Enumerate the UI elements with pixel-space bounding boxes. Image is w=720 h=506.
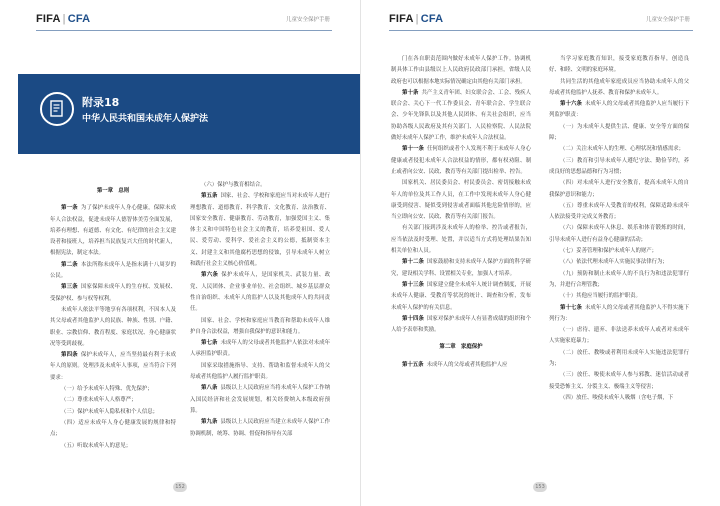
page-number-right: 153	[533, 482, 547, 492]
paragraph	[50, 418, 176, 441]
paragraph-text: 未成年人的父母或者其他监护人应	[426, 361, 508, 368]
right-column-2	[549, 54, 689, 404]
paragraph	[549, 257, 689, 268]
header-rule	[389, 30, 693, 31]
article-number: 第三条	[61, 284, 78, 291]
document-icon	[49, 100, 65, 118]
paragraph-text: （十）其他应当履行的监护职责。	[560, 293, 641, 300]
paragraph-text: （二）放任、教唆或者利用未成年人实施违法犯罪行为；	[549, 349, 689, 368]
paragraph	[190, 383, 330, 417]
left-column-2	[190, 180, 330, 440]
paragraph	[190, 316, 330, 339]
paragraph-text: 保护未成年人，应当坚持最有利于未成年人的原则。处理涉及未成年人事项，应当符合下列要求：	[50, 352, 176, 381]
paragraph	[549, 348, 689, 371]
paragraph-text: （六）保护与教育相结合。	[201, 182, 266, 188]
article-number: 第十七条	[560, 304, 582, 311]
article-number: 第五条	[201, 193, 218, 200]
running-header: 儿童安全保护手册	[286, 17, 331, 23]
paragraph-text: 共产主义青年团、妇女联合会、工会、残疾人联合会、关心下一代工作委员会、青年联合会、学生联合会、少年先锋队以及其他人民团体、有关社会组织，应当协助各级人民政府及其有关部门、人民检察院、人民法院做好未成年人保护工作，维护未成年人合法权益。	[391, 89, 531, 142]
paragraph	[50, 441, 176, 452]
paragraph	[549, 54, 689, 77]
paragraph-text: 国家保障未成年人的生存权、发展权、受保护权、参与权等权利。	[50, 284, 176, 302]
paragraph-text: （四）对未成年人进行安全教育，提高未成年人的自我保护意识和能力；	[549, 180, 689, 198]
article-number: 第十二条	[402, 259, 424, 266]
paragraph-text: 未成年人依法平等地享有各项权利，不因本人及其父母或者其他监护人的民族、种族、性别、户籍、职业、宗教信仰、教育程度、家庭状况、身心健康状况等受到歧视。	[50, 306, 176, 347]
paragraph	[50, 305, 176, 350]
paragraph	[391, 54, 531, 88]
paragraph	[549, 77, 689, 100]
header-rule	[36, 30, 332, 31]
paragraph	[391, 280, 531, 314]
article-number: 第十四条	[402, 315, 424, 322]
paragraph	[391, 88, 531, 144]
paragraph	[391, 178, 531, 223]
paragraph-text: （一）虐待、遗弃、非法送养未成年人或者对未成年人实施家庭暴力；	[549, 327, 689, 345]
paragraph-text: 共同生活的其他成年家庭成员应当协助未成年人的父母或者其他监护人抚养、教育和保护未成年人。	[549, 78, 689, 96]
article-number: 第四条	[61, 352, 78, 359]
paragraph-text: （九）预防和制止未成年人的不良行为和违法犯罪行为，并进行合理管教；	[549, 270, 689, 288]
paragraph-text: （三）教育和引导未成年人遵纪守法、勤俭节约，养成良好的思想品德和行为习惯；	[549, 157, 689, 175]
paragraph	[190, 270, 330, 315]
paragraph-text: 当学习家庭教育知识，接受家庭教育指导，创造良好、和睦、文明的家庭环境。	[549, 56, 689, 74]
paragraph-text: 未成年人的父母或者其他监护人应当履行下列监护职责：	[549, 101, 689, 119]
paragraph-text: 未成年人的父母或者其他监护人不得实施下列行为：	[549, 304, 689, 322]
paragraph-text: （三）放任、唆使未成年人参与邪教、迷信活动或者接受恐怖主义、分裂主义、极端主义等侵害；	[549, 372, 689, 390]
paragraph-text: （六）保障未成年人休息、娱乐和体育锻炼的时间，引导未成年人进行有益身心健康的活动；	[549, 225, 689, 243]
paragraph	[190, 361, 330, 384]
paragraph	[190, 191, 330, 270]
article-number: 第二条	[61, 261, 78, 268]
paragraph	[549, 201, 689, 224]
paragraph-text: 国家、社会、学校和家庭应当对未成年人进行理想教育、道德教育、科学教育、文化教育、法治教育、国家安全教育、健康教育、劳动教育，加强爱国主义、集体主义和中国特色社会主义的教育，培养爱祖国、爱人民、爱劳动、爱科学、爱社会主义的公德，抵制资本主义、封建主义和其他腐朽思想的侵蚀，引导未成年人树立和践行社会主义核心价值观。	[190, 193, 330, 268]
chapter-heading: 第二章 家庭保护	[439, 344, 483, 351]
paragraph	[549, 156, 689, 179]
paragraph-text: 国家建立健全未成年人统计调查制度，开展未成年人健康、受教育等状况的统计、调查和分析，发布未成年人保护的有关信息。	[391, 281, 531, 311]
paragraph	[391, 144, 531, 178]
paragraph	[190, 338, 330, 361]
paragraph-text: （二）尊重未成年人人格尊严；	[61, 397, 137, 404]
paragraph-text: （三）保护未成年人隐私权和个人信息；	[61, 408, 159, 415]
paragraph	[549, 144, 689, 155]
paragraph-text: 保护未成年人，是国家机关、武装力量、政党、人民团体、企业事业单位、社会组织、城乡基层群众性自治组织、未成年人的监护人以及其他成年人的共同责任。	[190, 272, 330, 313]
paragraph	[549, 393, 689, 404]
paragraph-text: 国家机关、居民委员会、村民委员会、密切接触未成年人的单位及其工作人员，在工作中发现未成年人身心健康受到侵害、疑似受到侵害或者面临其他危险情形的，应当立即向公安、民政、教育等有关部门报告。	[391, 180, 531, 221]
paragraph-text: 县级以上人民政府应当将未成年人保护工作纳入国民经济和社会发展规划，相关经费纳入本级政府预算。	[190, 385, 330, 414]
right-page	[360, 0, 720, 506]
article-number: 第十三条	[402, 281, 424, 288]
paragraph-text: （七）妥善管理和保护未成年人的财产；	[560, 248, 658, 255]
article-number: 第十五条	[402, 361, 424, 368]
paragraph-text: 有关部门接到涉及未成年人的检举、控告或者报告，应当依法及时受理、处置，并以适当方式将处理结果告知相关单位和人员。	[391, 225, 531, 255]
paragraph	[549, 246, 689, 257]
paragraph-text: （五）尊重未成年人受教育的权利，保障适龄未成年人依法接受并完成义务教育；	[549, 202, 689, 221]
appendix-number: 附录18	[82, 96, 120, 109]
paragraph	[391, 314, 531, 337]
paragraph-text: 国家鼓励和支持未成年人保护方面的科学研究，建设相关学科、设置相关专业，加强人才培养。	[391, 259, 531, 277]
paragraph-text: 任何组织或者个人发现不利于未成年人身心健康或者侵犯未成年人合法权益的情形，都有权劝阻、制止或者向公安、民政、教育等有关部门提出检举、控告。	[391, 146, 531, 175]
article-number: 第七条	[201, 340, 218, 347]
paragraph-text: （四）适应未成年人身心健康发展的规律和特点；	[50, 419, 176, 438]
paragraph	[50, 350, 176, 384]
paragraph	[391, 223, 531, 257]
paragraph	[190, 180, 330, 191]
paragraph	[549, 178, 689, 201]
appendix-banner	[18, 74, 360, 154]
paragraph	[549, 223, 689, 246]
paragraph-text: 国家对保护未成年人有显著成绩的组织和个人给予表彰和奖励。	[391, 315, 531, 334]
paragraph	[190, 417, 330, 440]
paragraph	[391, 360, 531, 371]
paragraph	[549, 99, 689, 122]
article-number: 第十条	[402, 89, 419, 96]
paragraph-text: 县级以上人民政府应当建立未成年人保护工作协调机制，统筹、协调、督促和指导有关部	[190, 419, 330, 437]
paragraph	[549, 122, 689, 145]
page-number-left: 152	[173, 482, 187, 492]
paragraph	[50, 384, 176, 395]
right-column-1	[391, 54, 531, 371]
paragraph	[391, 257, 531, 280]
chapter-heading: 第一章 总则	[96, 188, 130, 194]
paragraph-text: （八）依法代理未成年人实施民事法律行为；	[560, 259, 668, 266]
paragraph-text: （二）关注未成年人的生理、心理状况和情感需求；	[560, 146, 684, 153]
fifa-cfa-logo: FIFA | CFA	[36, 13, 91, 25]
paragraph-text: 国家采取措施指导、支持、帮助和监督未成年人的父母或者其他监护人履行监护职责。	[190, 362, 330, 381]
paragraph-text: （五）听取未成年人的意见；	[61, 442, 132, 449]
paragraph-text: 门在各自职责范围内做好未成年人保护工作。协调机制具体工作由县级以上人民政府民政部门承担，省级人民政府也可以根据本地实际情况确定由其他有关部门承担。	[391, 56, 531, 85]
paragraph	[549, 291, 689, 302]
paragraph	[549, 269, 689, 292]
paragraph	[549, 303, 689, 326]
paragraph-text: （四）放任、唆使未成年人吸烟（含电子烟，下	[560, 394, 674, 401]
appendix-title: 中华人民共和国未成年人保护法	[82, 114, 209, 124]
article-number: 第十一条	[402, 146, 424, 153]
paragraph-text: 为了保护未成年人身心健康，保障未成年人合法权益，促进未成年人德智体美劳全面发展，培养有理想、有道德、有文化、有纪律的社会主义建设者和接班人，培养担当民族复兴大任的时代新人，根据宪法，制定本法。	[50, 205, 176, 257]
article-number: 第一条	[61, 205, 78, 212]
fifa-cfa-logo: FIFA | CFA	[389, 13, 444, 25]
paragraph-text: 未成年人的父母或者其他监护人依法对未成年人承担监护职责。	[190, 340, 330, 358]
paragraph	[50, 282, 176, 305]
article-number: 第八条	[201, 385, 218, 392]
appendix-badge	[40, 92, 74, 126]
article-number: 第十六条	[560, 101, 582, 108]
paragraph-text: 本法所称未成年人是指未满十八周岁的公民。	[50, 261, 176, 280]
left-column-1	[50, 180, 176, 452]
paragraph	[50, 407, 176, 418]
paragraph	[50, 395, 176, 406]
paragraph-text: （一）给予未成年人特殊、优先保护；	[61, 386, 153, 393]
article-number: 第六条	[201, 272, 219, 279]
paragraph	[549, 325, 689, 348]
article-number: 第九条	[201, 419, 218, 426]
paragraph-text: 国家、社会、学校和家庭应当教育和帮助未成年人维护自身合法权益，增强自我保护的意识和能力。	[190, 317, 330, 335]
paragraph	[50, 260, 176, 283]
paragraph-text: （一）为未成年人提供生活、健康、安全等方面的保障；	[549, 123, 689, 142]
paragraph	[549, 370, 689, 393]
running-header: 儿童安全保护手册	[646, 17, 691, 23]
paragraph	[50, 203, 176, 259]
